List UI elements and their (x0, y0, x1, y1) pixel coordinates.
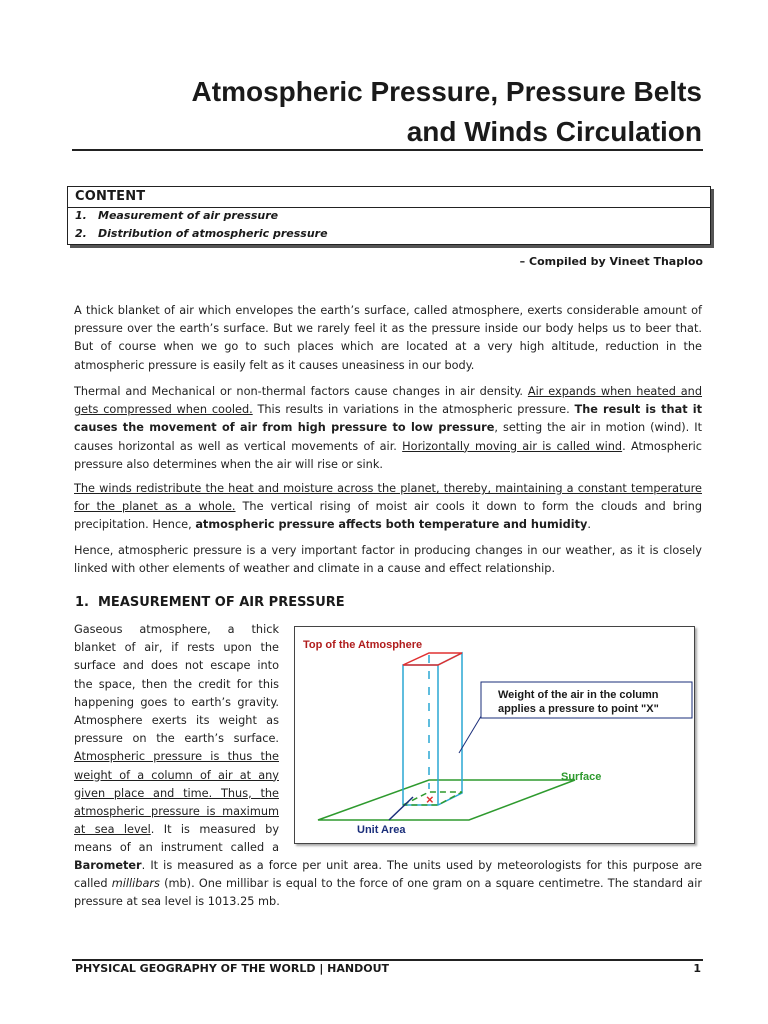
diagram-svg (295, 627, 696, 845)
compiled-by: – Compiled by Vineet Thaploo (519, 255, 703, 268)
text-run: Thermal and Mechanical or non-thermal factors cause changes in air density. (74, 385, 528, 398)
bold-text: The result is that it causes the movement of air from high pressure to low pressure (74, 403, 702, 435)
surface-label: Surface (561, 771, 602, 783)
content-item-label: Measurement of air pressure (98, 209, 279, 222)
text-run: This results in variations in the atmospheric pressure. (252, 403, 575, 417)
air-column-diagram (294, 626, 695, 844)
paragraph-5 (74, 857, 702, 912)
side-line-underlined: atmospheric pressure is maximum (74, 804, 279, 818)
footer-divider (72, 959, 703, 961)
italic-text: millibars (111, 877, 160, 891)
page-number: 1 (693, 962, 701, 975)
title-line-1: Atmospheric Pressure, Pressure Belts (191, 76, 702, 107)
air-column (403, 653, 462, 805)
paragraph-2 (74, 383, 702, 474)
side-paragraph (74, 621, 279, 857)
side-line-mixed: at sea level. It is measured by (74, 823, 280, 837)
paragraph-1: A thick blanket of air which envelopes the earth’s surface, called atmosphere, exerts considerable amount of pressure over the earth’s surface. But we rarely feel it as the pressure inside our body helps us to beer that. But of course when we go to such places which are located at a very high altitude, reduction in the atmospheric pressure is easily felt as it causes uneasiness in our body. (74, 304, 702, 372)
unit-area-label: Unit Area (357, 824, 406, 836)
text-run: . It is measured as a force per unit area. The units used by meteorologists for this purpose are called (74, 859, 702, 891)
bold-text: Barometer (74, 859, 142, 872)
content-item-2[interactable] (75, 227, 328, 240)
text-run: (mb). One millibar is equal to the force of one gram on a square centimetre. The standard air pressure at sea level is 1013.25 mb. (74, 877, 702, 909)
content-heading: CONTENT (75, 189, 146, 204)
page-title (62, 72, 702, 152)
side-line-underlined: weight of a column of air at any (74, 768, 279, 782)
bold-text: atmospheric pressure affects both temperature and humidity (195, 518, 588, 532)
point-x-marker: × (426, 792, 434, 807)
underlined-text: Horizontally moving air is called wind (402, 439, 623, 453)
text-run: . (587, 518, 591, 532)
side-line: pressure on the earth’s surface. (74, 732, 279, 746)
underlined-text: Air expands when heated and gets compressed when cooled. (74, 385, 703, 417)
side-line: Gaseous atmosphere, a thick (74, 623, 279, 636)
content-item-number: 1. (75, 209, 87, 222)
section-heading-1 (75, 595, 345, 610)
side-line: happening goes to earth’s gravity. (74, 695, 279, 709)
callout-line-2: applies a pressure to point "X" (498, 703, 659, 715)
side-line: means of an instrument called a (74, 841, 279, 855)
text-run: . Atmospheric pressure also determines when the air will rise or sink. (74, 439, 702, 471)
column-top (403, 653, 462, 665)
paragraph-3 (74, 480, 702, 535)
content-item-label: Distribution of atmospheric pressure (98, 227, 328, 240)
content-item-1[interactable] (75, 209, 278, 222)
content-item-number: 2. (75, 227, 87, 240)
side-line: surface and does not escape into (74, 659, 279, 673)
top-of-atmosphere-label: Top of the Atmosphere (303, 639, 423, 651)
title-line-2: and Winds Circulation (406, 116, 702, 147)
side-line: blanket of air, if rests upon the (74, 641, 279, 655)
side-line: the space, then the credit for this (74, 677, 279, 691)
content-box (67, 186, 711, 245)
underlined-text: The winds redistribute the heat and moisture across the planet, thereby, maintaining a constant temperature for the planet as a whole. (74, 482, 702, 514)
paragraph-4: Hence, atmospheric pressure is a very important factor in producing changes in our weather, as it is closely linked with other elements of weather and climate in a cause and effect relationship. (74, 544, 702, 576)
unit-area-pointer (389, 797, 413, 820)
side-line: Atmosphere exerts its weight as (74, 713, 279, 727)
footer-title: PHYSICAL GEOGRAPHY OF THE WORLD | HANDOUT (75, 962, 390, 975)
side-line-underlined: Atmospheric pressure is thus the (74, 750, 279, 764)
text-run: , setting the air in motion (wind). It causes horizontal as well as vertical movements of air. (74, 421, 702, 453)
title-divider (72, 149, 703, 151)
side-line-underlined: given place and time. Thus, the (74, 786, 279, 800)
section-title: MEASUREMENT OF AIR PRESSURE (98, 595, 345, 610)
content-divider (68, 207, 710, 208)
underlined-text: at sea level (74, 823, 151, 837)
section-number: 1. (75, 595, 89, 610)
text-run: The vertical rising of moist air cools it down to form the clouds and bring precipitation. Hence, (74, 500, 702, 532)
callout-line-1: Weight of the air in the column (498, 689, 659, 701)
